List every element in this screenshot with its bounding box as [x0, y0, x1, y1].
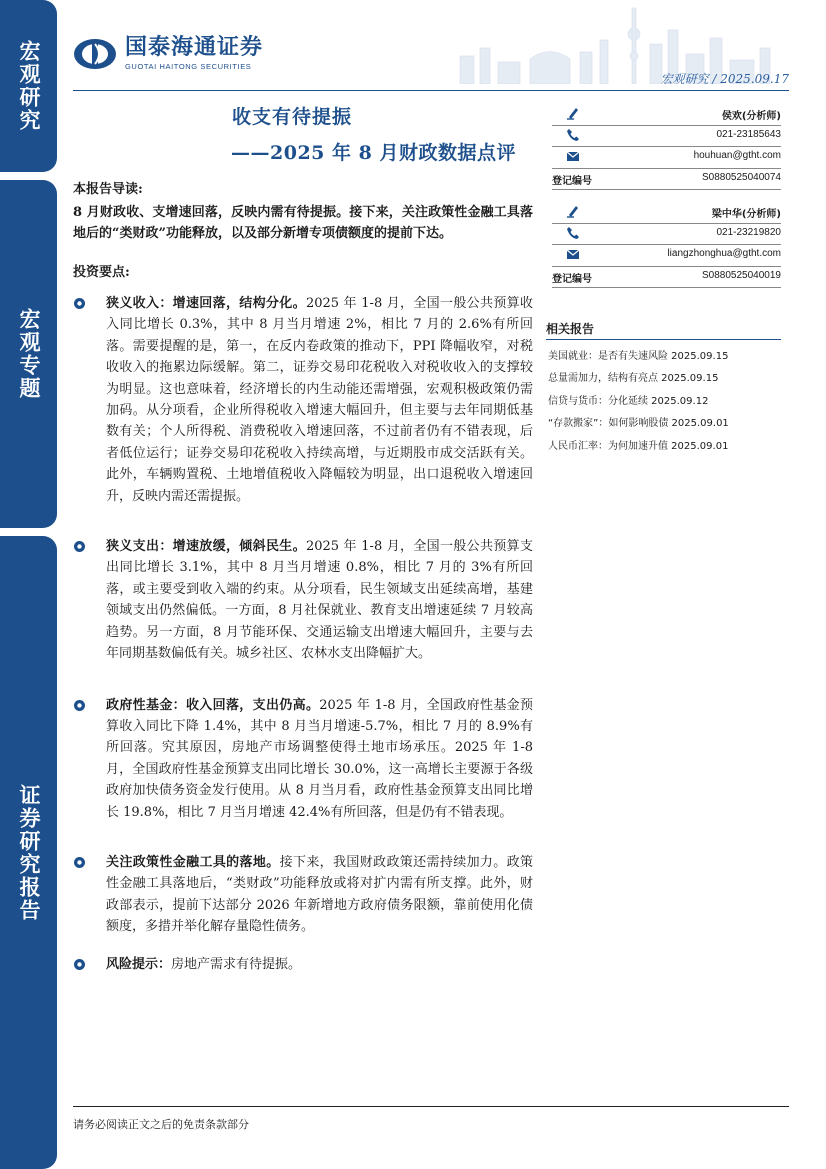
side-tab-macro-research: 宏观研究 — [0, 0, 57, 172]
mail-icon — [566, 149, 580, 163]
side-tab-macro-topic: 宏观专题 — [0, 180, 57, 528]
analyst-name-row — [552, 104, 781, 126]
analyst-reg-row — [552, 267, 781, 289]
report-subtitle: ——2025 年 8 月财政数据点评 — [231, 142, 516, 164]
bullet-icon — [73, 699, 86, 712]
brand-name-cn: 国泰海通证券 — [125, 35, 264, 60]
analyst-phone-row — [552, 126, 781, 148]
mail-icon — [566, 247, 580, 261]
related-reports-divider — [546, 339, 781, 340]
brand-logo — [73, 36, 263, 71]
analyst-phone: 021-23185643 — [716, 128, 781, 140]
analyst-panel — [552, 104, 781, 288]
key-point — [73, 536, 533, 664]
analyst-name: 侯欢(分析师) — [721, 111, 781, 122]
risk-warning-body: 房地产需求有待提振。 — [171, 956, 302, 972]
bullet-icon — [73, 540, 86, 553]
analyst-reg-label: 登记编号 — [552, 175, 592, 187]
related-reports-title: 相关报告 — [546, 322, 595, 336]
key-point-body: 2025 年 1-8 月，全国政府性基金预算收入同比下降 1.4%，其中 8 月当月增速-5.7%，相比 7 月的 8.9%有所回落。究其原因，房地产市场调整使得土地市场承压。2025 年 1-8 月，全国政府性基金预算支出同比增长 30.0%，这一高增长主要源于各级政府加快债务资金发行使用。从 8 月当月看，政府性基金预算支出同比增长 19.8%，相比 7 月当月增速 42.4%有所回落，但是仍有不错表现。 — [106, 697, 533, 820]
pen-icon — [566, 204, 580, 218]
key-points-label: 投资要点: — [73, 265, 130, 280]
key-point-body: 2025 年 1-8 月，全国一般公共预算支出同比增长 3.1%，其中 8 月当月增速 0.8%，相比 7 月的 3%有所回落，或主要受到收入端的约束。从分项看，民生领域支出延续高增，基建领域支出仍然偏低。一方面，8 月社保就业、教育支出增速延续 7 月较高趋势。另一方面，8 月节能环保、交通运输支出增速大幅回升，主要与去年同期基数偏低有关。城乡社区、农林水支出降幅扩大。 — [106, 539, 533, 662]
analyst-email-row — [552, 147, 781, 169]
related-report-link[interactable]: 总量需加力，结构有亮点 2025.09.15 — [548, 373, 719, 385]
related-report-link[interactable]: 人民币汇率：为何加速升值 2025.09.01 — [548, 440, 729, 452]
key-point-heading: 狭义支出：增速放缓，倾斜民生。 — [106, 539, 306, 555]
side-tab-securities-report: 证券研究报告 — [0, 536, 57, 1169]
analyst-email-row — [552, 245, 781, 267]
header-date: 2025.09.17 — [720, 72, 789, 86]
key-point — [73, 852, 533, 938]
analyst-reg-number: S0880525040074 — [702, 171, 781, 183]
report-body — [73, 178, 533, 975]
analyst-email: liangzhonghua@gtht.com — [667, 248, 781, 259]
analyst-card — [552, 104, 781, 190]
analyst-phone: 021-23219820 — [716, 226, 781, 238]
pen-icon — [566, 106, 580, 120]
bullet-icon — [73, 856, 86, 869]
header-category-date — [661, 70, 789, 87]
key-point-heading: 政府性基金：收入回落，支出仍高。 — [106, 697, 320, 713]
bullet-icon — [73, 958, 86, 971]
report-title: 收支有待提振 — [232, 106, 353, 128]
analyst-reg-row — [552, 169, 781, 191]
analyst-email: houhuan@gtht.com — [693, 150, 781, 161]
key-point-heading: 关注政策性金融工具的落地。 — [106, 854, 280, 870]
phone-icon — [566, 128, 580, 142]
phone-icon — [566, 226, 580, 240]
analyst-phone-row — [552, 224, 781, 246]
header-divider — [73, 90, 789, 91]
brand-logo-mark-icon — [73, 38, 117, 70]
related-report-link[interactable]: “存款搬家”：如何影响股债 2025.09.01 — [548, 418, 729, 430]
analyst-name-row — [552, 202, 781, 224]
key-point — [73, 293, 533, 507]
risk-warning-heading: 风险提示： — [106, 956, 172, 972]
footer-disclaimer: 请务必阅读正文之后的免责条款部分 — [73, 1118, 249, 1131]
analyst-name: 梁中华(分析师) — [711, 209, 781, 220]
footer-divider — [73, 1106, 789, 1107]
header-category: 宏观研究 — [660, 72, 709, 86]
header-separator: / — [712, 72, 717, 86]
guide-label: 本报告导读: — [73, 182, 143, 197]
analyst-reg-number: S0880525040019 — [702, 269, 781, 281]
related-report-link[interactable]: 信贷与货币：分化延续 2025.09.12 — [548, 395, 709, 407]
guide-text: 8 月财政收、支增速回落，反映内需有待提振。接下来，关注政策性金融工具落地后的“类财政”功能释放，以及部分新增专项债额度的提前下达。 — [73, 205, 533, 241]
key-point-body: 2025 年 1-8 月，全国一般公共预算收入同比增长 0.3%，其中 8 月当月增速 2%，相比 7 月的 2.6%有所回落。需要提醒的是，第一，在反内卷政策的推动下，PPI 降幅收窄，对税收收入的拖累边际缓解。第二，证券交易印花税收入对税收收入的支撑较为明显。这也意味着，经济增长的内生动能还需增强，宏观积极政策仍需加码。从分项看，企业所得税收入增速大幅回升，但主要与去年同期低基数有关；个人所得税、消费税收入增速回落，不过前者仍有不错表现，后者低位运行；证券交易印花税收入持续高增，与近期股市成交活跃有关。此外，车辆购置税、土地增值税收入降幅较为明显，出口退税收入增速回升，反映内需还需提振。 — [106, 296, 533, 504]
related-report-link[interactable]: 美国就业：是否有失速风险 2025.09.15 — [548, 351, 729, 362]
bullet-icon — [73, 297, 86, 310]
key-point-body: 接下来，我国财政政策还需持续加力。政策性金融工具落地后，“类财政”功能释放或将对扩内需有所支撑。此外，财政部表示，提前下达部分 2026 年新增地方政府债务限额，靠前使用化债额度，多措并举化解存量隐性债务。 — [106, 854, 533, 935]
analyst-card — [552, 202, 781, 288]
related-reports-list — [548, 346, 729, 458]
risk-warning — [73, 954, 533, 975]
key-point — [73, 695, 533, 823]
analyst-reg-label: 登记编号 — [552, 273, 592, 285]
brand-name-en: GUOTAI HAITONG SECURITIES — [125, 62, 252, 71]
key-point-heading: 狭义收入：增速回落，结构分化。 — [106, 296, 306, 311]
